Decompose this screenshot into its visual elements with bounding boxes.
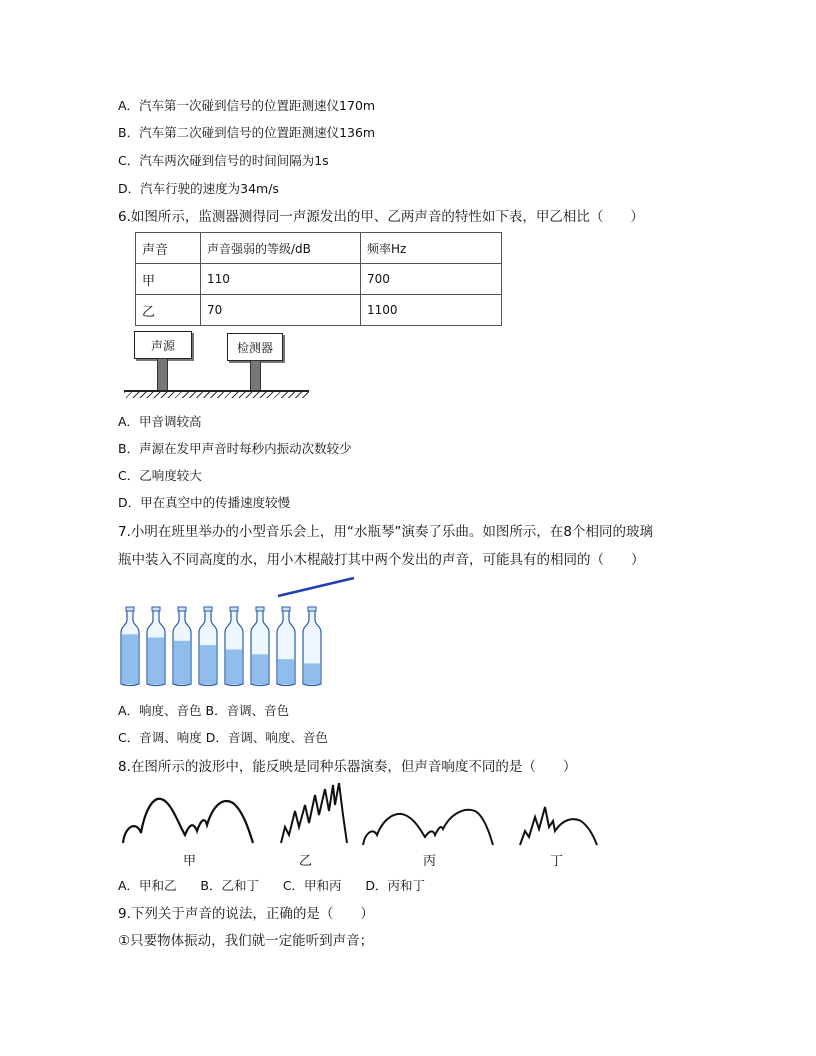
q6-option-a: A．甲音调较高 — [118, 414, 202, 429]
waveform-jia — [123, 799, 253, 843]
bottle-water — [174, 641, 190, 684]
water-bottle — [199, 607, 217, 686]
waveform-bing — [363, 810, 493, 845]
bottle-mouth — [126, 607, 134, 611]
table-row — [136, 295, 502, 326]
q7-options-line2: C．音调、响度 D．音调、响度、音色 — [118, 730, 328, 745]
q6-stem: 6.如图所示，监测器测得同一声源发出的甲、乙两声音的特性如下表，甲乙相比（ ） — [118, 209, 644, 225]
waveform-label-jia: 甲 — [183, 854, 197, 869]
water-bottle — [121, 607, 139, 686]
q8-options — [118, 876, 425, 894]
source-post — [157, 358, 168, 392]
q5-option-a: A．汽车第一次碰到信号的位置距测速仪170m — [118, 98, 376, 113]
q9-item1: ①只要物体振动，我们就一定能听到声音； — [118, 933, 374, 949]
water-bottle — [225, 607, 243, 686]
waveform-yi — [281, 783, 347, 843]
q7-options-line1: A．响度、音色 B．音调、音色 — [118, 703, 290, 718]
q6-option-d: D．甲在真空中的传播速度较慢 — [118, 495, 291, 510]
table-cell: 甲 — [136, 264, 201, 295]
detector-box: 检测器 — [227, 333, 283, 361]
detector-post — [250, 360, 261, 392]
waveforms-figure — [115, 775, 615, 850]
bottle-water — [200, 645, 216, 684]
table-cell: 1100 — [361, 295, 502, 326]
table-header-cell: 声音强弱的等级/dB — [201, 233, 361, 264]
q5-option-c: C．汽车两次碰到信号的时间间隔为1s — [118, 153, 329, 168]
sound-properties-table — [135, 232, 502, 326]
waveform-label-yi: 乙 — [299, 854, 313, 869]
q8-option-b: B．乙和丁 — [200, 878, 259, 893]
bottle-mouth — [308, 607, 316, 611]
water-bottle — [173, 607, 191, 686]
water-bottle — [147, 607, 165, 686]
water-bottle — [251, 607, 269, 686]
bottle-mouth — [152, 607, 160, 611]
table-cell: 700 — [361, 264, 502, 295]
table-row — [136, 264, 502, 295]
waveform-label-bing: 丙 — [423, 854, 437, 869]
wooden-stick — [278, 578, 354, 596]
water-bottle — [277, 607, 295, 686]
table-header-row — [136, 233, 502, 264]
table-cell: 110 — [201, 264, 361, 295]
bottle-water — [122, 634, 138, 684]
bottle-water — [252, 654, 268, 684]
water-bottles-figure — [110, 570, 370, 690]
ground-hatch — [124, 392, 309, 398]
q5-option-d: D．汽车行驶的速度为34m/s — [118, 181, 279, 196]
q5-option-b: B．汽车第二次碰到信号的位置距测速仪136m — [118, 125, 376, 140]
bottle-mouth — [256, 607, 264, 611]
water-bottle — [303, 607, 321, 686]
bottle-water — [148, 638, 164, 684]
table-cell: 70 — [201, 295, 361, 326]
q9-stem: 9.下列关于声音的说法，正确的是（ ） — [118, 906, 374, 922]
q8-stem: 8.在图所示的波形中，能反映是同种乐器演奏，但声音响度不同的是（ ） — [118, 759, 577, 775]
q6-option-b: B．声源在发甲声音时每秒内振动次数较少 — [118, 441, 352, 456]
q8-option-c: C．甲和丙 — [282, 878, 342, 893]
table-header-cell: 频率Hz — [361, 233, 502, 264]
q7-stem-line1: 7.小明在班里举办的小型音乐会上，用“水瓶琴”演奏了乐曲。如图所示，在8个相同的玻璃 — [118, 524, 653, 540]
q6-option-c: C．乙响度较大 — [118, 468, 202, 483]
sound-source-box: 声源 — [134, 331, 192, 359]
bottle-water — [304, 663, 320, 684]
q8-option-d: D．丙和丁 — [365, 878, 426, 893]
table-header-cell: 声音 — [136, 233, 201, 264]
table-cell: 乙 — [136, 295, 201, 326]
bottle-mouth — [178, 607, 186, 611]
q8-option-a: A．甲和乙 — [118, 878, 177, 893]
bottle-mouth — [204, 607, 212, 611]
bottle-mouth — [282, 607, 290, 611]
bottle-water — [226, 649, 242, 684]
q7-stem-line2: 瓶中装入不同高度的水，用小木棍敲打其中两个发出的声音，可能具有的相同的（ ） — [118, 552, 645, 568]
waveform-ding — [520, 807, 597, 845]
bottle-mouth — [230, 607, 238, 611]
waveform-label-ding: 丁 — [550, 854, 564, 869]
bottle-water — [278, 659, 294, 684]
